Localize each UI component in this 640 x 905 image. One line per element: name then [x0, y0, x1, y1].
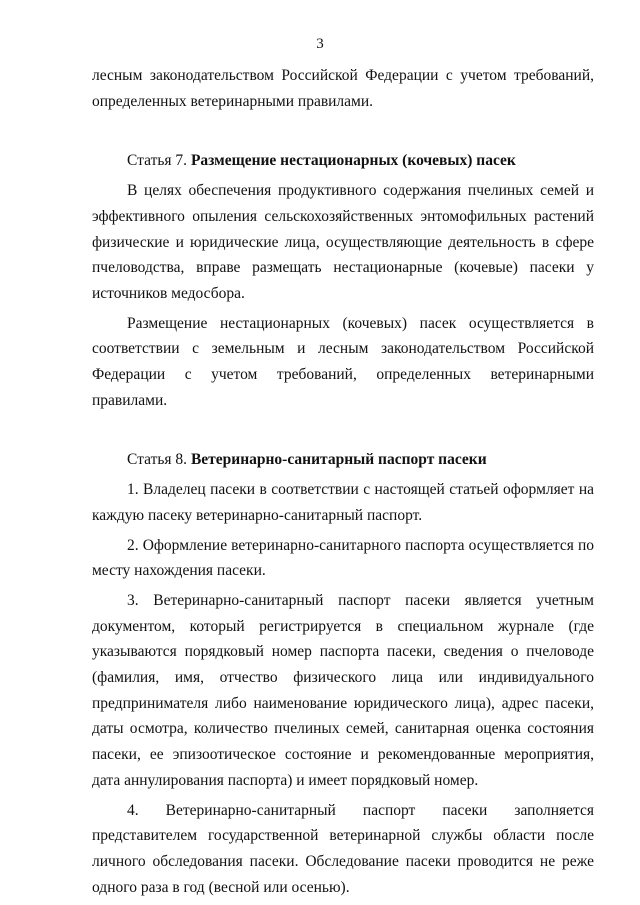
article-7-paragraph: В целях обеспечения продуктивного содержания пчелиных семей и эффективного опыления сельскохозяйственных энтомофильных растений физические и юридические лица, осуществляющие деятельность в сфере пчеловодства, вправе размещать нестационарные (кочевые) пасеки у источников медосбора. — [92, 182, 594, 302]
article-8-paragraph: 2. Оформление ветеринарно-санитарного паспорта осуществляется по месту нахождения пасеки. — [92, 536, 594, 580]
article-8-paragraph: 1. Владелец пасеки в соответствии с настоящей статьей оформляет на каждую пасеку ветеринарно-санитарный паспорт. — [92, 481, 594, 524]
intro-paragraph: лесным законодательством Российской Федерации с учетом требований, определенных ветеринарными правилами. — [92, 67, 594, 110]
article-7-title: Размещение нестационарных (кочевых) пасек — [190, 152, 516, 170]
article-8-paragraph: 4. Ветеринарно-санитарный паспорт пасеки заполняется представителем государственной ветеринарной службы области после личного обследования пасеки. Обследование пасеки проводится не реже одного раза в год (весной или осенью). — [92, 801, 594, 896]
article-7-heading — [92, 148, 594, 174]
page-content — [92, 63, 594, 900]
article-8-heading — [92, 447, 594, 473]
page-number: 3 — [316, 36, 324, 52]
article-8-title: Ветеринарно-санитарный паспорт пасеки — [190, 451, 487, 469]
article-8-paragraph: 3. Ветеринарно-санитарный паспорт пасеки является учетным документом, который регистрируется в специальном журнале (где указываются порядковый номер паспорта пасеки, сведения о пчеловоде (фамилия, имя, отчество физического лица или индивидуального предпринимателя либо наименование юридического лица), адрес пасеки, даты осмотра, количество пчелиных семей, санитарная оценка состояния пасеки, ее эпизоотическое состояние и рекомендованные мероприятия, дата аннулирования паспорта) и имеет порядковый номер. — [92, 591, 594, 789]
article-7-paragraph: Размещение нестационарных (кочевых) пасек осуществляется в соответствии с земельным и лесным законодательством Российской Федерации с учетом требований, определенных ветеринарными правилами. — [92, 314, 594, 409]
article-7-label: Статья 7. — [127, 152, 188, 170]
article-8-label: Статья 8. — [127, 451, 188, 469]
